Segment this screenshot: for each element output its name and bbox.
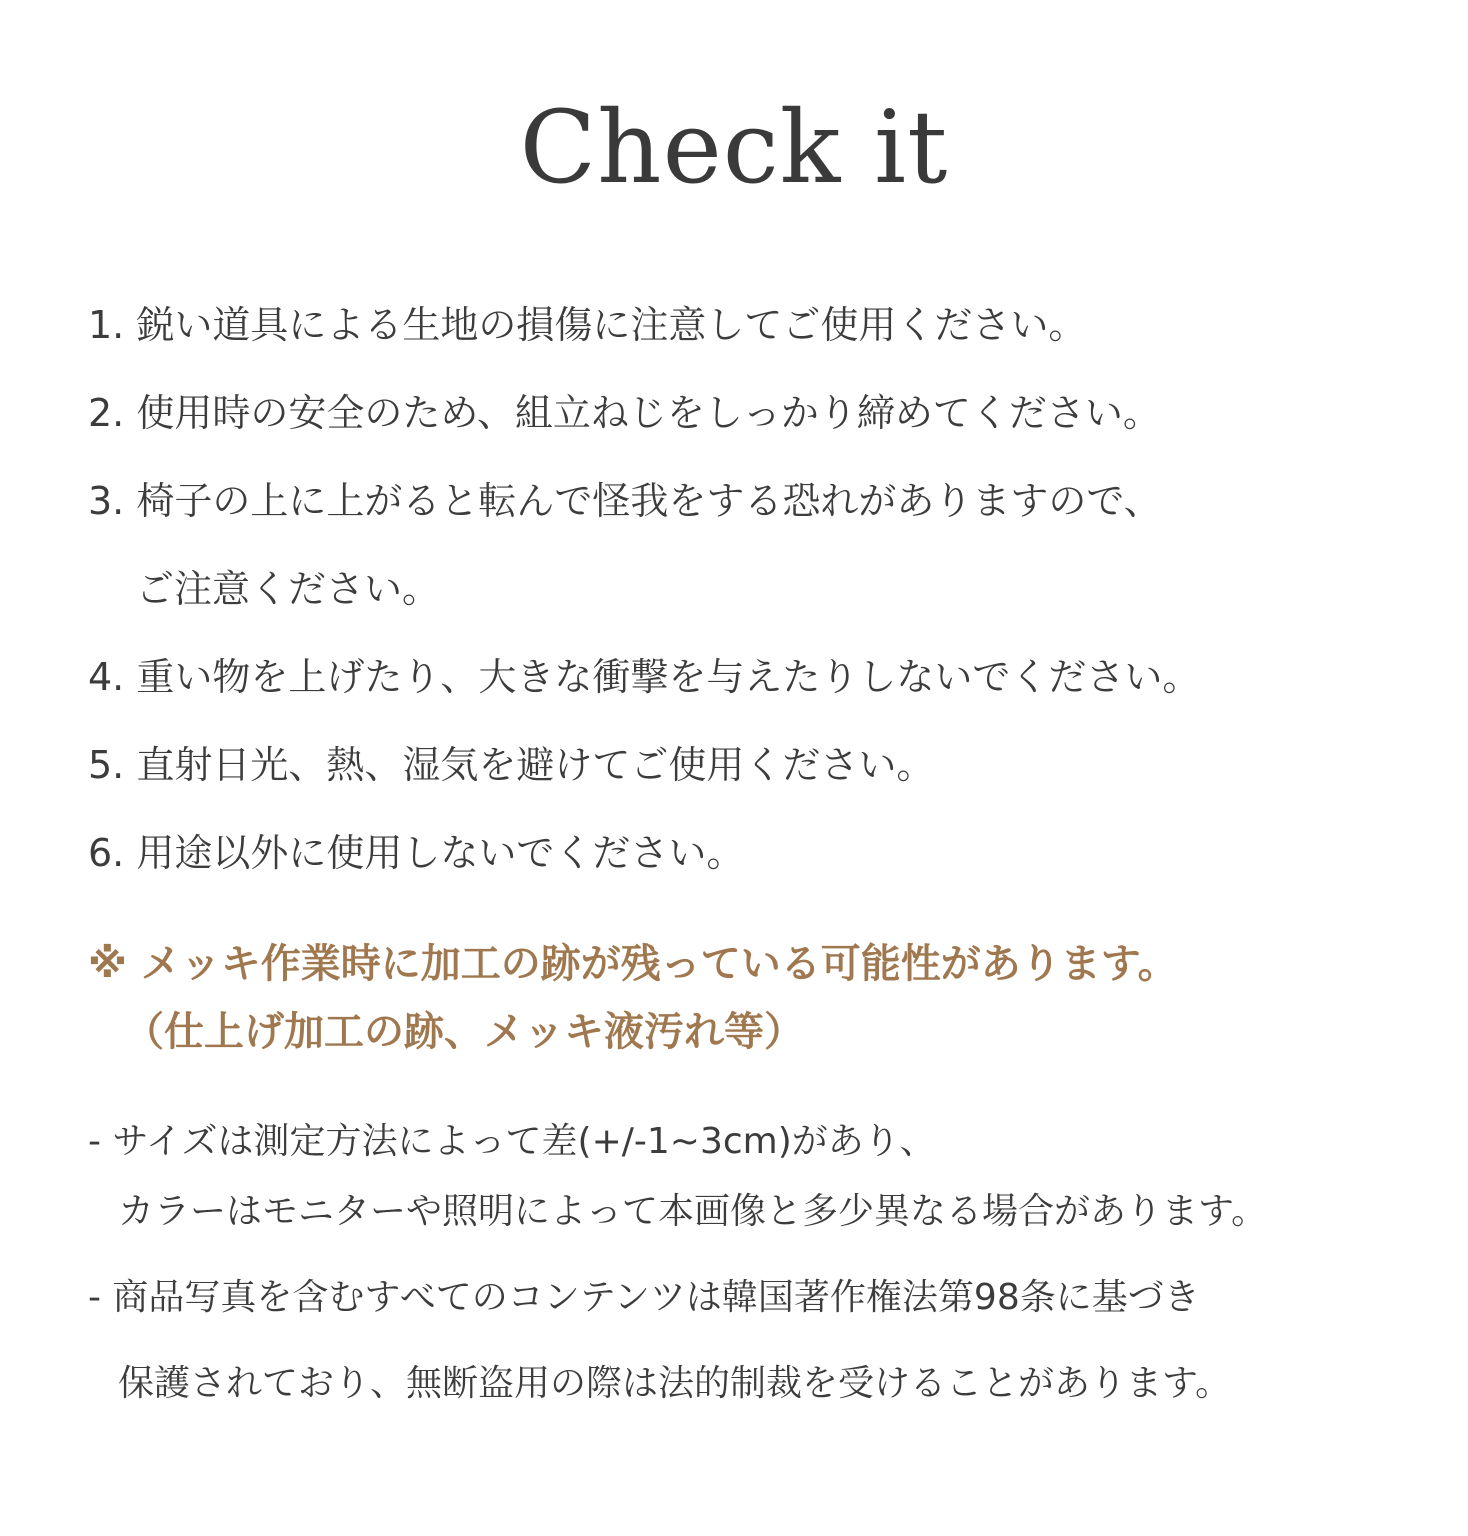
precaution-item-4: 4. 重い物を上げたり、大きな衝撃を与えたりしないでください。 — [88, 655, 1201, 699]
copyright-note: - 商品写真を含むすべてのコンテンツは韓国著作権法第98条に基づき — [88, 1277, 1200, 1318]
precaution-item-1: 1. 鋭い道具による生地の損傷に注意してご使用ください。 — [88, 303, 1087, 347]
plating-warning-detail: （仕上げ加工の跡、メッキ液汚れ等） — [124, 1009, 804, 1055]
page-title: Check it — [519, 89, 949, 206]
precaution-item-3: 3. 椅子の上に上がると転んで怪我をする恐れがありますので、 — [88, 479, 1162, 523]
plating-warning: ※ メッキ作業時に加工の跡が残っている可能性があります。 — [88, 941, 1178, 987]
precaution-item-3-continued: ご注意ください。 — [136, 567, 441, 611]
precaution-item-5: 5. 直射日光、熱、湿気を避けてご使用ください。 — [88, 743, 935, 787]
precaution-item-2: 2. 使用時の安全のため、組立ねじをしっかり締めてください。 — [88, 391, 1161, 435]
size-color-note: - サイズは測定方法によって差(+/-1~3cm)があり、 — [88, 1121, 936, 1162]
copyright-note-continued: 保護されており、無断盗用の際は法的制裁を受けることがあります。 — [118, 1363, 1232, 1404]
precaution-item-6: 6. 用途以外に使用しないでください。 — [88, 831, 745, 875]
size-color-note-continued: カラーはモニターや照明によって本画像と多少異なる場合があります。 — [118, 1191, 1268, 1232]
